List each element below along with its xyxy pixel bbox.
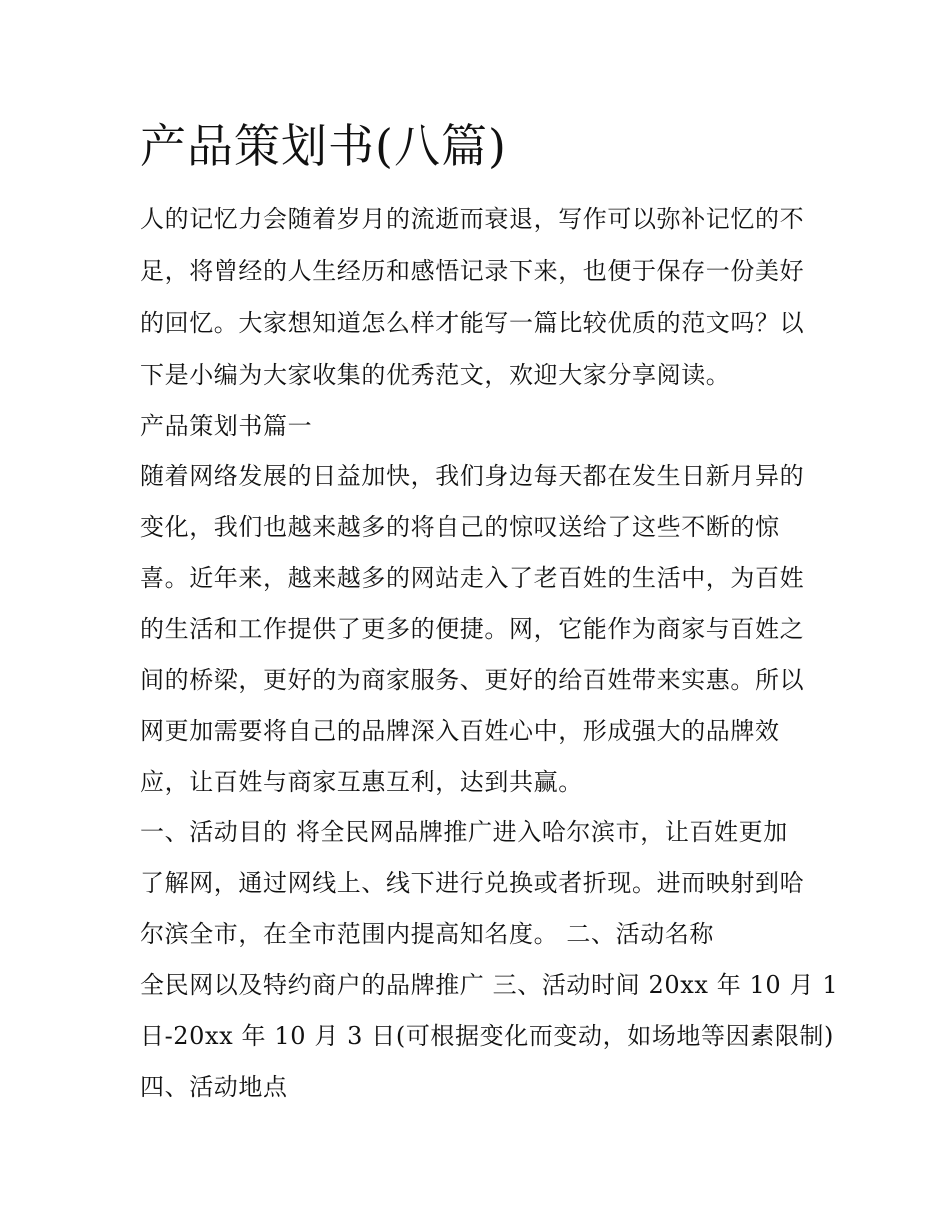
intro-line-3: 的回忆。大家想知道怎么样才能写一篇比较优质的范文吗？以 xyxy=(140,309,805,337)
body-line-9: 了解网，通过网线上、线下进行兑换或者折现。进而映射到哈 xyxy=(140,869,805,897)
body-line-10: 尔滨全市，在全市范围内提高知名度。 二、活动名称 xyxy=(140,920,715,948)
intro-line-4: 下是小编为大家收集的优秀范文，欢迎大家分享阅读。 xyxy=(140,361,731,389)
intro-line-2: 足，将曾经的人生经历和感悟记录下来，也便于保存一份美好 xyxy=(140,257,805,285)
document-title: 产品策划书(八篇) xyxy=(140,119,507,173)
intro-line-1: 人的记忆力会随着岁月的流逝而衰退，写作可以弥补记忆的不 xyxy=(140,205,805,233)
body-line-3: 喜。近年来，越来越多的网站走入了老百姓的生活中，为百姓 xyxy=(140,564,805,592)
body-line-13: 四、活动地点 xyxy=(140,1073,288,1101)
body-line-12: 日-20xx 年 10 月 3 日(可根据变化而变动，如场地等因素限制) xyxy=(140,1022,834,1050)
body-line-8: 一、活动目的 将全民网品牌推广进入哈尔滨市，让百姓更加 xyxy=(140,818,788,846)
body-line-11: 全民网以及特约商户的品牌推广 三、活动时间 20xx 年 10 月 1 xyxy=(140,971,839,999)
section-heading-1: 产品策划书篇一 xyxy=(140,412,313,440)
body-line-2: 变化，我们也越来越多的将自己的惊叹送给了这些不断的惊 xyxy=(140,513,780,541)
body-line-4: 的生活和工作提供了更多的便捷。网，它能作为商家与百姓之 xyxy=(140,615,805,643)
body-line-5: 间的桥梁，更好的为商家服务、更好的给百姓带来实惠。所以 xyxy=(140,666,805,694)
body-line-6: 网更加需要将自己的品牌深入百姓心中，形成强大的品牌效 xyxy=(140,717,780,745)
body-line-1: 随着网络发展的日益加快，我们身边每天都在发生日新月异的 xyxy=(140,462,805,490)
body-line-7: 应，让百姓与商家互惠互利，达到共赢。 xyxy=(140,768,583,796)
